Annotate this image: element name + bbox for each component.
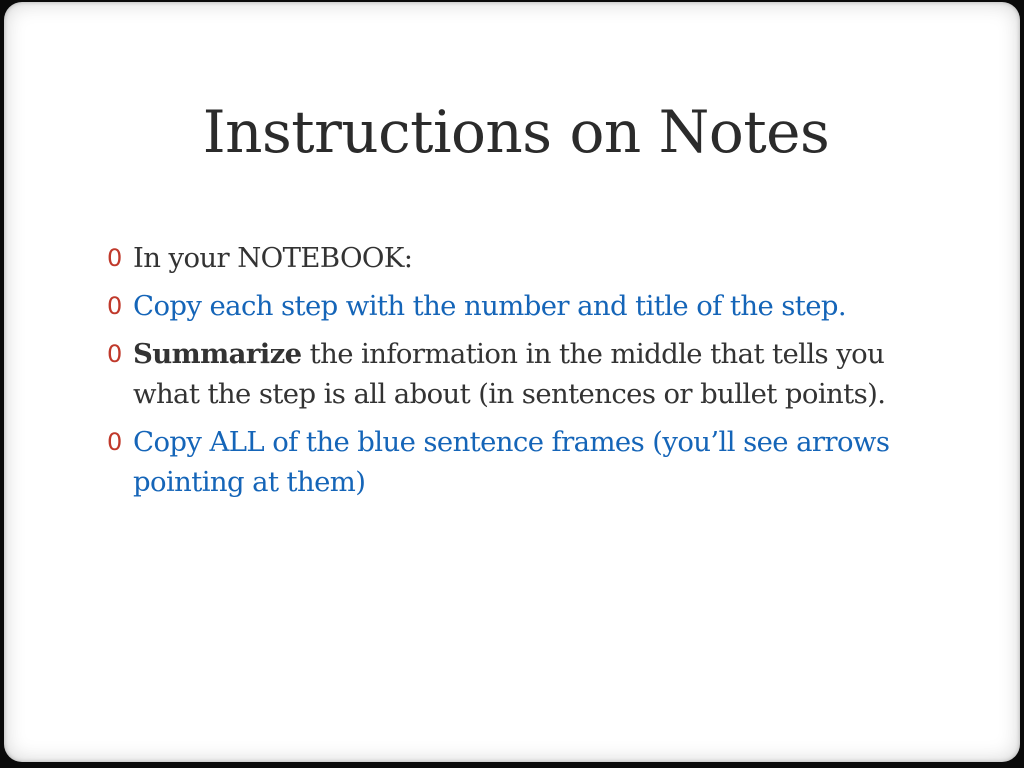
bullet-marker-icon: 0 [107,244,122,272]
slide [4,2,1020,762]
bullet-item [107,334,937,414]
bullet-marker-icon: 0 [107,428,122,456]
bullet-text: Copy ALL of the blue sentence frames (you’ll see arrows pointing at them) [133,426,890,498]
bullet-text: Copy each step with the number and title of the step. [133,290,847,322]
bullet-list [107,238,937,510]
bullet-text: In your NOTEBOOK: [133,242,413,274]
bullet-item [107,286,937,326]
bullet-marker-icon: 0 [107,292,122,320]
bullet-bold-text: Summarize [133,338,302,370]
bullet-item [107,238,937,278]
bullet-item [107,422,937,502]
slide-title: Instructions on Notes [202,98,830,166]
bullet-marker-icon: 0 [107,340,122,368]
bullet-text: the information in the middle that tells you what the step is all about (in sentences or bullet points). [133,338,886,410]
